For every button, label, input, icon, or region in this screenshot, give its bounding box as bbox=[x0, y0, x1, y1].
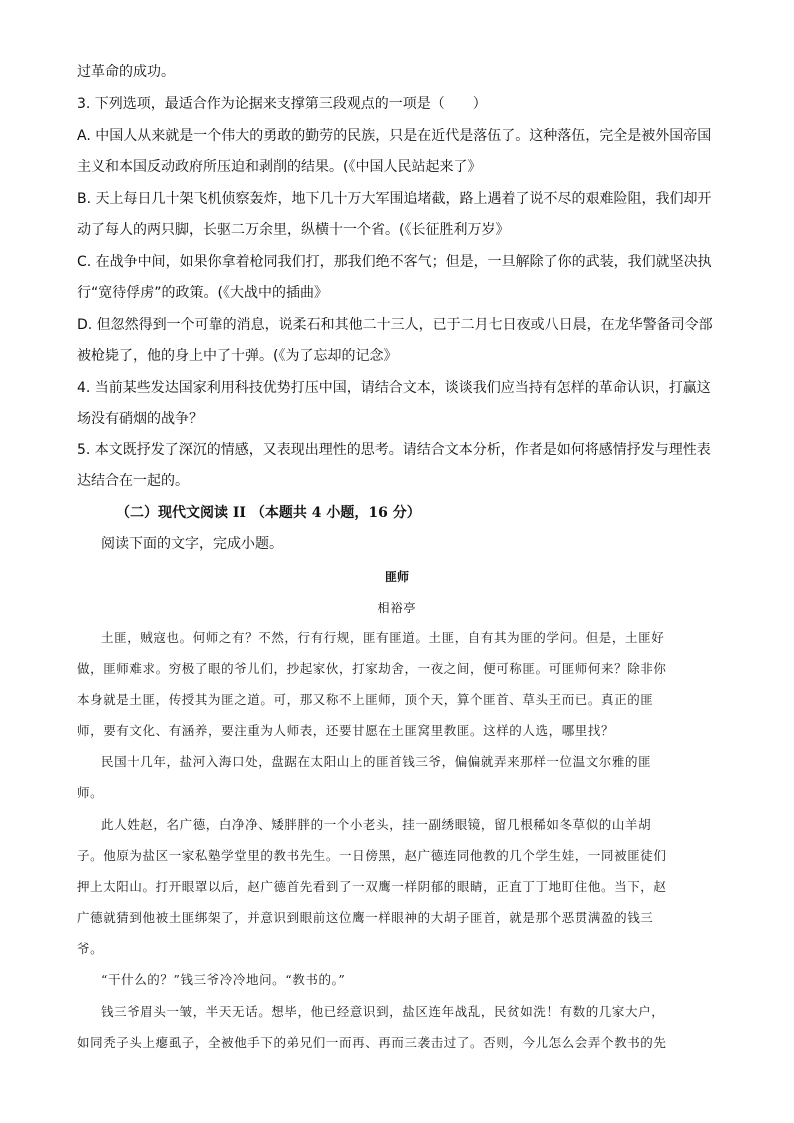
option-a-line-2: 主义和本国反动政府所压迫和剥削的结果。(《中国人民站起来了》 bbox=[77, 159, 482, 175]
question-3-stem: 3. 下列选项，最适合作为论据来支撑第三段观点的一项是（ ） bbox=[77, 96, 487, 112]
option-b-line-2: 动了每人的两只脚，长驱二万余里，纵横十一个省。(《长征胜利万岁》 bbox=[77, 222, 510, 238]
story-paragraph-3-line-5: 爷。 bbox=[77, 941, 104, 956]
story-title: 匪师 bbox=[384, 570, 409, 584]
option-d-line-1: D. 但忽然得到一个可靠的消息，说柔石和其他二十三人，已于二月七日夜或八日晨，在龙华警备司令部 bbox=[77, 317, 713, 333]
option-a-line-1: A. 中国人从来就是一个伟大的勇敢的勤劳的民族，只是在近代是落伍了。这种落伍，完全是被外国帝国 bbox=[77, 128, 712, 144]
story-author: 相裕亭 bbox=[377, 601, 417, 615]
story-paragraph-5-line-2: 如同秃子头上瘪虱子，全被他手下的弟兄们一而再、再而三袭击过了。否则，今儿怎么会弄个教书的先 bbox=[77, 1035, 667, 1050]
question-5-line-2: 达结合在一起的。 bbox=[77, 473, 189, 489]
text-continuation: 过革命的成功。 bbox=[77, 64, 175, 80]
question-5-line-1: 5. 本文既抒发了深沉的情感，又表现出理性的思考。请结合文本分析，作者是如何将感情抒发与理性表 bbox=[77, 442, 711, 458]
option-d-line-2: 被枪毙了，他的身上中了十弹。(《为了忘却的记念》 bbox=[77, 348, 398, 364]
story-paragraph-2-line-2: 师。 bbox=[77, 785, 104, 800]
story-paragraph-1-line-4: 师，要有文化、有涵养，要注重为人师表，还要甘愿在土匪窝里教匪。这样的人选，哪里找？ bbox=[77, 723, 615, 738]
option-b-line-1: B. 天上每日几十架飞机侦察轰炸，地下几十万大军围追堵截，路上遇着了说不尽的艰难险阻，我们却开 bbox=[77, 191, 712, 207]
option-c-line-1: C. 在战争中间，如果你拿着枪同我们打，那我们绝不客气；但是，一旦解除了你的武装，我们就坚决执 bbox=[77, 254, 712, 270]
story-paragraph-3-line-2: 子。他原为盐区一家私塾学堂里的教书先生。一日傍黑，赵广德连同他教的几个学生娃，一同被匪徒们 bbox=[77, 848, 667, 863]
story-paragraph-5-line-1: 钱三爷眉头一皱，半天无话。想毕，他已经意识到，盐区连年战乱，民贫如洗！有数的几家大户， bbox=[101, 1004, 665, 1019]
story-paragraph-3-line-3: 押上太阳山。打开眼罩以后，赵广德首先看到了一双鹰一样阴郁的眼睛，正直丁丁地盯住他。当下，赵 bbox=[77, 879, 667, 894]
section-heading: （二）现代文阅读 II （本题共 4 小题，16 分） bbox=[116, 505, 421, 521]
option-c-line-2: 行“宽待俘虏”的政策。(《大战中的插曲》 bbox=[77, 285, 328, 301]
story-paragraph-1-line-1: 土匪，贼寇也。何师之有？不然，行有行规，匪有匪道。土匪，自有其为匪的学问。但是，土匪好 bbox=[101, 630, 665, 645]
story-paragraph-2-line-1: 民国十几年，盐河入海口处，盘踞在太阳山上的匪首钱三爷，偏偏就弄来那样一位温文尔雅的匪 bbox=[101, 754, 652, 769]
story-paragraph-3-line-1: 此人姓赵，名广德，白净净、矮胖胖的一个小老头，挂一副绣眼镜，留几根稀如冬草似的山羊胡 bbox=[101, 817, 652, 832]
story-paragraph-1-line-3: 本身就是土匪，传授其为匪之道。可，那又称不上匪师，顶个天，算个匪首、草头王而已。真正的匪 bbox=[77, 692, 654, 707]
story-paragraph-1-line-2: 做，匪师难求。穷极了眼的爷儿们，抄起家伙，打家劫舍，一夜之间，便可称匪。可匪师何来？除非你 bbox=[77, 661, 667, 676]
reading-instruction: 阅读下面的文字，完成小题。 bbox=[101, 536, 283, 552]
question-4-line-1: 4. 当前某些发达国家利用科技优势打压中国，请结合文本，谈谈我们应当持有怎样的革命认识，打赢这 bbox=[77, 380, 711, 396]
question-4-line-2: 场没有硝烟的战争？ bbox=[77, 411, 203, 427]
story-paragraph-3-line-4: 广德就猜到他被土匪绑架了，并意识到眼前这位鹰一样眼神的大胡子匪首，就是那个恶贯满盈的钱三 bbox=[77, 910, 654, 925]
story-paragraph-4-line-1: “干什么的？”钱三爷冷冷地问。“教书的。” bbox=[101, 972, 346, 987]
